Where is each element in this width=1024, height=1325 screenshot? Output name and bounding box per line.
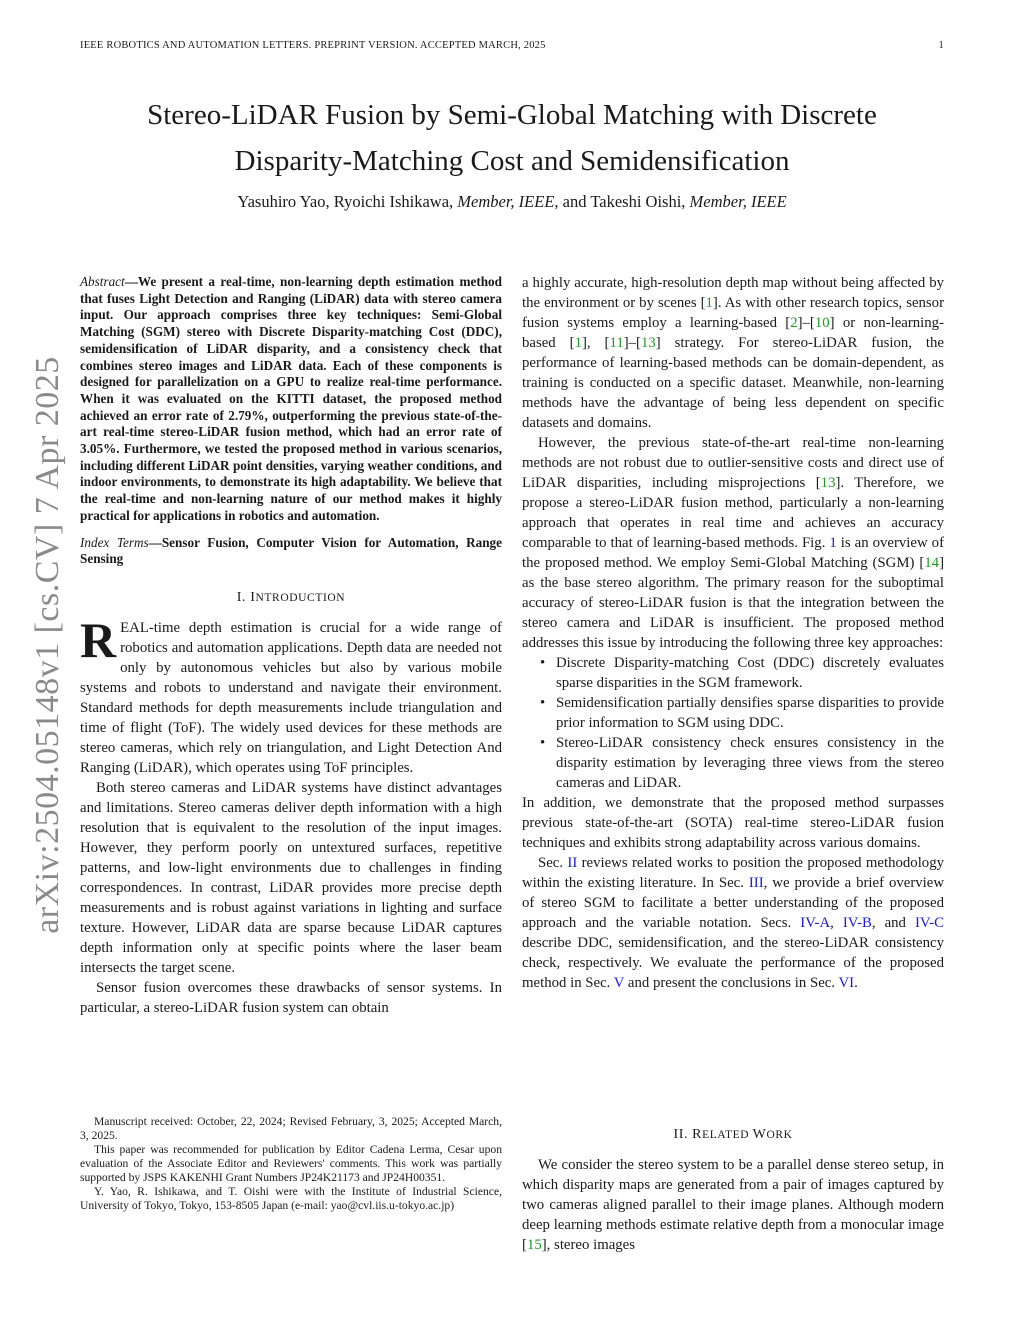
citation-link[interactable]: 1 — [574, 335, 582, 351]
section-link[interactable]: IV-A — [800, 915, 831, 931]
section-link[interactable]: IV-C — [914, 915, 944, 931]
footnote-manuscript: Manuscript received: October, 22, 2024; Revised February, 3, 2025; Accepted March, 3, 2025. — [80, 1115, 502, 1142]
text-run: , and — [871, 915, 915, 931]
member-label-2: Member, IEEE — [689, 192, 787, 211]
footnote-affiliation: Y. Yao, R. Ishikawa, and T. Oishi were with the Institute of Industrial Science, University of Tokyo, Tokyo, 153-8505 Japan (e-mail: yao@cvl.iis.u-tokyo.ac.jp) — [80, 1185, 502, 1212]
right-paragraph-3: In addition, we demonstrate that the proposed method surpasses previous state-of-the-art (SOTA) real-time stereo-LiDAR fusion techniques and exhibits strong adaptability across various domains. — [522, 795, 944, 851]
journal-name: IEEE ROBOTICS AND AUTOMATION LETTERS. PREPRINT VERSION. ACCEPTED MARCH, 2025 — [80, 40, 546, 51]
right-paragraph-2 — [522, 433, 944, 653]
index-terms-label: Index Terms — [80, 534, 149, 550]
right-paragraph-4 — [522, 853, 944, 993]
citation-link[interactable]: 11 — [609, 335, 624, 351]
citation-link[interactable]: 13 — [640, 335, 656, 351]
intro-p1-text: EAL-time depth estimation is crucial for a wide range of robotics and automation applications. Depth data are needed not only by autonomous vehicles but also by various mobile systems and robots to understand and navigate their environment. Standard methods for depth measurements include triangulation and time of flight (ToF). The widely used devices for these methods are stereo cameras, which rely on triangulation, and Light Detection And Ranging (LiDAR), which operates using ToF principles. — [80, 619, 502, 776]
citation-link[interactable]: 15 — [526, 1237, 542, 1253]
title-line-1: Stereo-LiDAR Fusion by Semi-Global Matching with Discrete — [147, 99, 877, 131]
text-run: ], stereo images — [541, 1237, 636, 1253]
author-names-2: , and Takeshi Oishi, — [554, 192, 690, 211]
text-run: . — [854, 975, 858, 991]
text-run: ] or non-learning-based [ — [522, 315, 945, 351]
introduction-body — [80, 611, 502, 1018]
text-run: ]–[ — [623, 335, 641, 351]
list-item: • Discrete Disparity-matching Cost (DDC) discretely evaluates sparse disparities in the SGM framework. — [522, 653, 944, 693]
left-column — [80, 274, 502, 1018]
footnote-recommendation: This paper was recommended for publication by Editor Cadena Lerma, Cesar upon evaluation of the Associate Editor and Reviewers' comments. This work was partially supported by JSPS KAKENHI Grant Numbers JP24K21173 and JP24H00351. — [80, 1143, 502, 1184]
footnotes — [80, 1115, 502, 1213]
page-number: 1 — [938, 40, 944, 51]
drop-cap: R — [80, 611, 117, 668]
title-line-2: Disparity-Matching Cost and Semidensification — [234, 145, 790, 177]
section-link[interactable]: II — [567, 855, 578, 871]
related-paragraph-1 — [522, 1155, 944, 1255]
text-run: is an overview of the proposed method. We employ Semi-Global Matching (SGM) [ — [522, 535, 944, 571]
section-rest: ORK — [766, 1129, 793, 1141]
text-run: Sec. — [538, 855, 568, 871]
member-label-1: Member, IEEE — [457, 192, 555, 211]
citation-link[interactable]: 2 — [790, 315, 798, 331]
paper-title — [100, 92, 924, 184]
intro-paragraph-2: Both stereo cameras and LiDAR systems have distinct advantages and limitations. Stereo cameras deliver depth information with a high resolution that is equivalent to the resolution of the input images. However, they perform poorly on untextured surfaces, repetitive patterns, and low-light environments due to challenges in finding correspondences. In contrast, LiDAR provides more precise depth measurements and is robust against variations in lighting and surface texture. However, LiDAR data are sparse because LiDAR captures depth information only at specific points where the laser beam intersects the target scene. — [80, 779, 502, 976]
figure-link[interactable]: 1 — [829, 535, 837, 551]
text-run: ] as the base stereo algorithm. The primary reason for the suboptimal accuracy of stereo-LiDAR fusion is that the integration between the stereo camera and LiDAR is insufficient. The proposed method addresses this issue by introducing the following three key approaches: — [522, 555, 944, 651]
running-header — [80, 40, 944, 51]
citation-link[interactable]: 13 — [820, 475, 836, 491]
section-link[interactable]: V — [613, 975, 625, 991]
section-rest: NTRODUCTION — [255, 591, 346, 604]
right-paragraph-1 — [522, 273, 944, 433]
text-run: , we provide a brief overview of stereo SGM to facilitate a better understanding of the proposed approach and the variable notation. Secs. — [522, 875, 945, 931]
author-names-1: Yasuhiro Yao, Ryoichi Ishikawa, — [237, 192, 458, 211]
text-run: a highly accurate, high-resolution depth map without being affected by the environment or by scenes [ — [522, 275, 944, 311]
section-heading-introduction — [80, 590, 502, 606]
text-run: ]–[ — [797, 315, 815, 331]
text-run: and present the conclusions in Sec. — [624, 975, 839, 991]
section-link[interactable]: VI — [838, 975, 855, 991]
citation-link[interactable]: 10 — [814, 315, 830, 331]
text-run: ]. Therefore, we propose a stereo-LiDAR fusion method, particularly a non-learning approach that operates in real time and achieves an accuracy comparable to that of learning-based methods. Fig. — [522, 475, 945, 551]
text-run: describe DDC, semidensification, and the stereo-LiDAR consistency check, respectively. We evaluate the performance of the proposed method in Sec. — [522, 935, 944, 991]
text-run: , — [830, 915, 843, 931]
list-item: • Stereo-LiDAR consistency check ensures consistency in the disparity estimation by leveraging three views from the stereo cameras and LiDAR. — [522, 733, 944, 793]
list-item: • Semidensification partially densifies sparse disparities to provide prior information to SGM using DDC. — [522, 693, 944, 733]
text-run: ], [ — [581, 335, 610, 351]
section-rest: ELATED — [702, 1129, 753, 1141]
key-approaches-list — [522, 653, 944, 793]
arxiv-stamp — [18, 356, 78, 934]
intro-paragraph-3: Sensor fusion overcomes these drawbacks of sensor systems. In particular, a stereo-LiDAR fusion system can obtain — [80, 979, 502, 1016]
abstract-text: —We present a real-time, non-learning depth estimation method that fuses Light Detection and Ranging (LiDAR) data with stereo camera input. Our approach comprises three key techniques: Semi-Global Matching (SGM) stereo with Discrete Disparity-matching Cost (DDC), semidensification of LiDAR disparity, and a consistency check that combines stereo images and LiDAR data. Each of these components is designed for parallelization on a GPU to realize real-time performance. When it was evaluated on the KITTI dataset, the proposed method achieved an error rate of 2.79%, outperforming the previous state-of-the-art real-time stereo-LiDAR fusion method, which had an error rate of 3.05%. Furthermore, we tested the proposed method in various scenarios, including different LiDAR point densities, varying weather conditions, and indoor environments, to demonstrate its high adaptability. We believe that the real-time and non-learning nature of our method makes it highly practical for applications in robotics and automation. — [80, 274, 502, 523]
section-initial: I — [250, 589, 256, 605]
citation-link[interactable]: 1 — [705, 295, 713, 311]
related-work-section — [522, 1127, 944, 1255]
citation-link[interactable]: 14 — [924, 555, 940, 571]
intro-paragraph-1 — [80, 611, 502, 778]
author-list — [100, 192, 924, 212]
index-terms — [80, 535, 502, 568]
section-link[interactable]: III — [748, 875, 764, 891]
abstract — [80, 274, 502, 525]
abstract-label: Abstract — [80, 274, 125, 289]
section-initial: R — [692, 1127, 703, 1142]
related-work-body — [522, 1155, 944, 1255]
section-initial: W — [752, 1127, 767, 1142]
section-heading-related-work — [522, 1127, 944, 1143]
text-run: ] strategy. For stereo-LiDAR fusion, the performance of learning-based methods can be domain-dependent, as training is conducted on a specific dataset. Meanwhile, non-learning methods have the advantage of being less dependent on specific datasets and domains. — [522, 335, 944, 431]
text-run: We consider the stereo system to be a parallel dense stereo setup, in which disparity maps are generated from a pair of images captured by two cameras aligned parallel to their image planes. Although modern deep learning methods estimate relative depth from a monocular image [ — [522, 1157, 944, 1253]
text-run: reviews related works to position the proposed methodology within the existing literature. In Sec. — [522, 855, 944, 891]
section-link[interactable]: IV-B — [842, 915, 872, 931]
section-number: II. — [673, 1127, 693, 1142]
text-run: However, the previous state-of-the-art real-time non-learning methods are not robust due to outlier-sensitive costs and direct use of LiDAR disparities, including misprojections [ — [522, 435, 944, 491]
section-number: I. — [236, 589, 251, 605]
index-terms-text: —Sensor Fusion, Computer Vision for Automation, Range Sensing — [80, 534, 502, 567]
arxiv-id: arXiv:2504.05148v1 [cs.CV] 7 Apr 2025 — [29, 356, 66, 934]
right-body — [522, 273, 944, 993]
right-column — [522, 273, 944, 993]
text-run: ]. As with other research topics, sensor fusion systems employ a learning-based [ — [522, 295, 944, 331]
